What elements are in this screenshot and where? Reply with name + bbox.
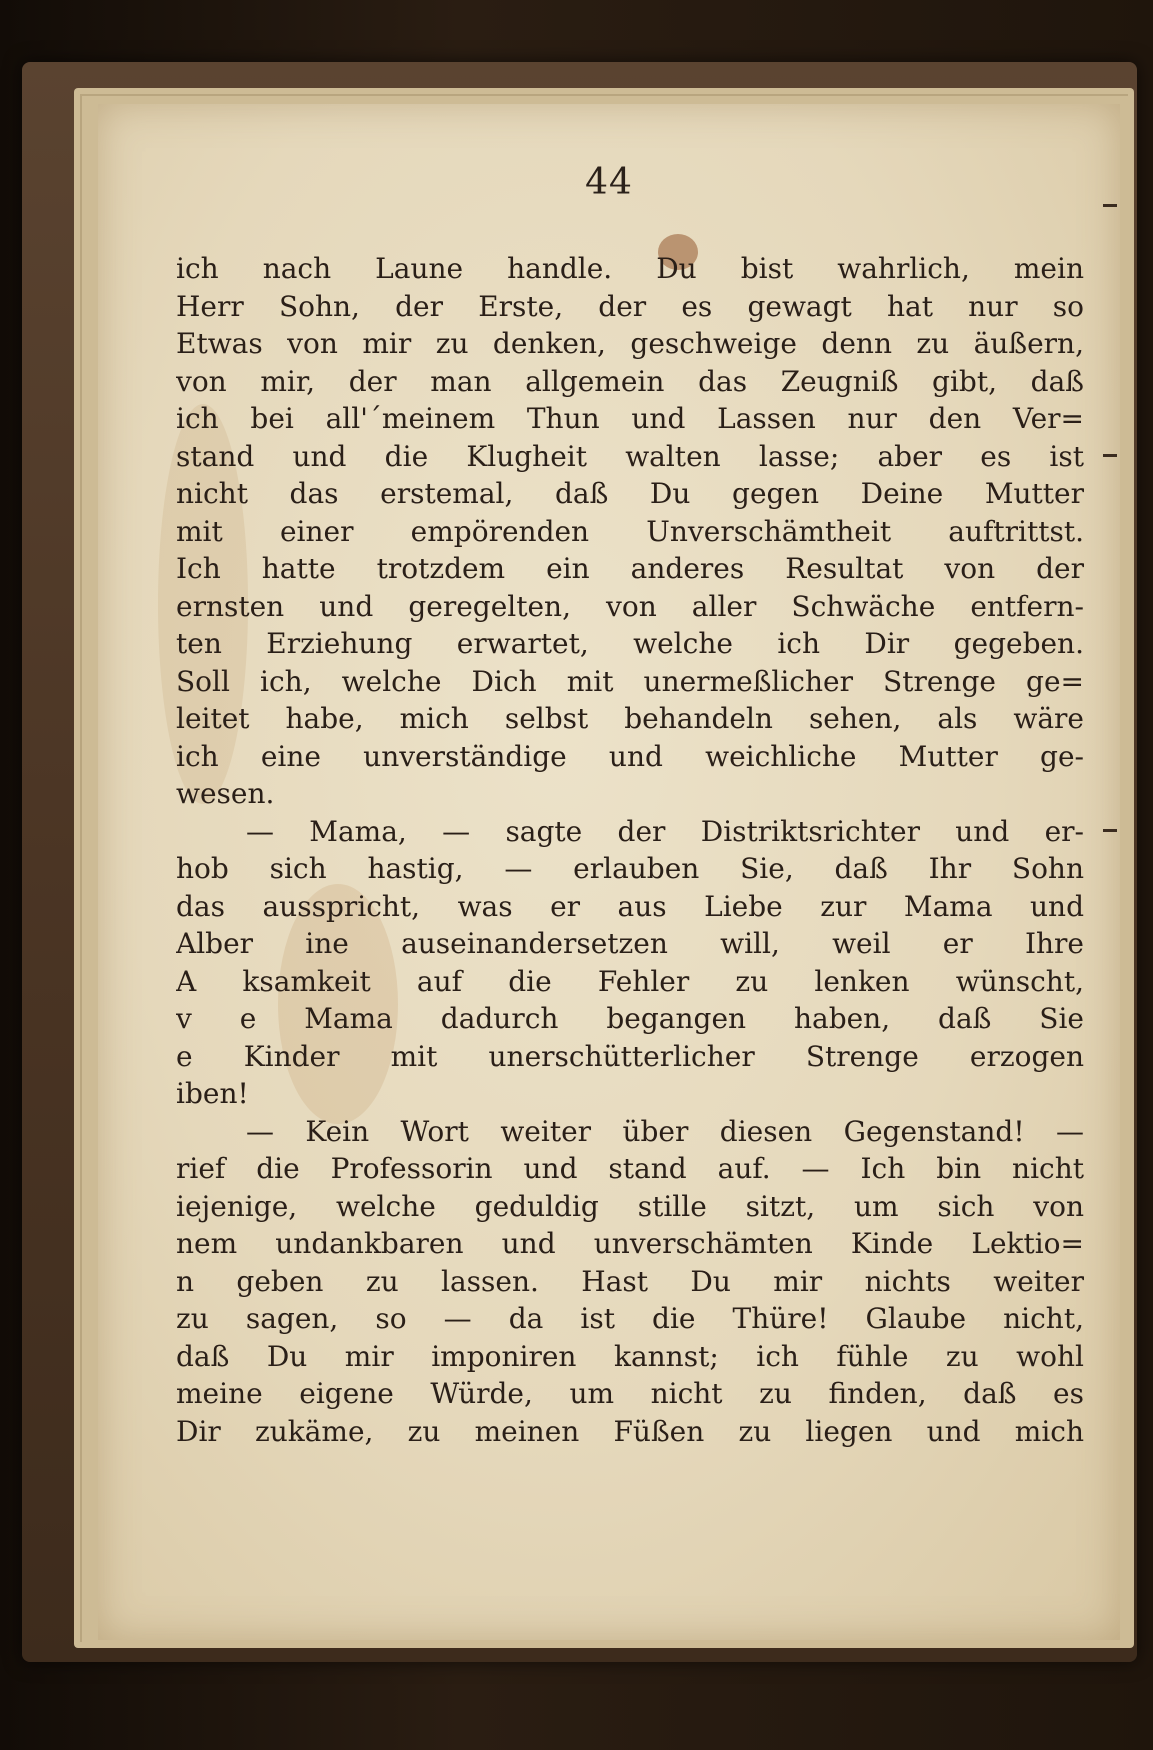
text-line: ernsten und geregelten, von aller Schwäche entfern- xyxy=(176,589,1084,623)
text-line: ich bei all'´meinem Thun und Lassen nur den Ver= xyxy=(176,402,1084,435)
text-line: mit einer empörenden Unverschämtheit auftrittst. xyxy=(176,514,1084,548)
text-line: hob sich hastig, — erlauben Sie, daß Ihr Sohn xyxy=(176,852,1084,885)
text-line: iben! xyxy=(176,1077,249,1110)
text-line: nicht das erstemal, daß Du gegen Deine Mutter xyxy=(176,477,1084,510)
text-line: von mir, der man allgemein das Zeugniß gibt, daß xyxy=(176,364,1084,398)
text-line: Dir zukäme, zu meinen Füßen zu liegen und mich xyxy=(176,1414,1084,1448)
text-line: e Kinder mit unerschütterlicher Strenge erzogen xyxy=(176,1039,1084,1073)
text-line: — Kein Wort weiter über diesen Gegenstand! — xyxy=(246,1114,1084,1148)
text-line: ten Erziehung erwartet, welche ich Dir gegeben. xyxy=(176,627,1084,660)
text-line: rief die Professorin und stand auf. — Ich bin nicht xyxy=(176,1152,1084,1185)
text-line: iejenige, welche geduldig stille sitzt, um sich von xyxy=(176,1189,1084,1223)
text-line: — Mama, — sagte der Distriktsrichter und er- xyxy=(246,814,1084,848)
text-line: stand und die Klugheit walten lasse; aber es ist xyxy=(176,439,1084,473)
text-line: A ksamkeit auf die Fehler zu lenken wünscht, xyxy=(176,964,1084,998)
body-text xyxy=(176,250,1084,1450)
text-line: Soll ich, welche Dich mit unermeßlicher Strenge ge= xyxy=(176,664,1084,698)
page-number: 44 xyxy=(585,162,633,203)
text-line: nem undankbaren und unverschämten Kinde Lektio= xyxy=(176,1227,1084,1260)
text-line: daß Du mir imponiren kannst; ich fühle zu wohl xyxy=(176,1339,1084,1373)
text-line: Alber ine auseinandersetzen will, weil er Ihre xyxy=(176,927,1084,960)
text-line: ich eine unverständige und weichliche Mutter ge- xyxy=(176,739,1084,773)
text-line: Herr Sohn, der Erste, der es gewagt hat nur so xyxy=(176,289,1084,323)
margin-mark xyxy=(1103,204,1117,207)
text-line: meine eigene Würde, um nicht zu finden, daß es xyxy=(176,1377,1084,1410)
text-line: v e Mama dadurch begangen haben, daß Sie xyxy=(176,1002,1084,1035)
text-line: leitet habe, mich selbst behandeln sehen, als wäre xyxy=(176,702,1084,735)
margin-mark xyxy=(1103,829,1117,832)
text-line: zu sagen, so — da ist die Thüre! Glaube nicht, xyxy=(176,1302,1084,1335)
text-line: ich nach Laune handle. Du bist wahrlich, mein xyxy=(176,252,1084,285)
text-line: wesen. xyxy=(176,777,275,810)
text-line: n geben zu lassen. Hast Du mir nichts weiter xyxy=(176,1264,1084,1298)
text-line: Ich hatte trotzdem ein anderes Resultat von der xyxy=(176,552,1084,585)
text-line: Etwas von mir zu denken, geschweige denn zu äußern, xyxy=(176,327,1084,360)
text-line: das ausspricht, was er aus Liebe zur Mama und xyxy=(176,889,1084,923)
margin-mark xyxy=(1103,454,1117,457)
